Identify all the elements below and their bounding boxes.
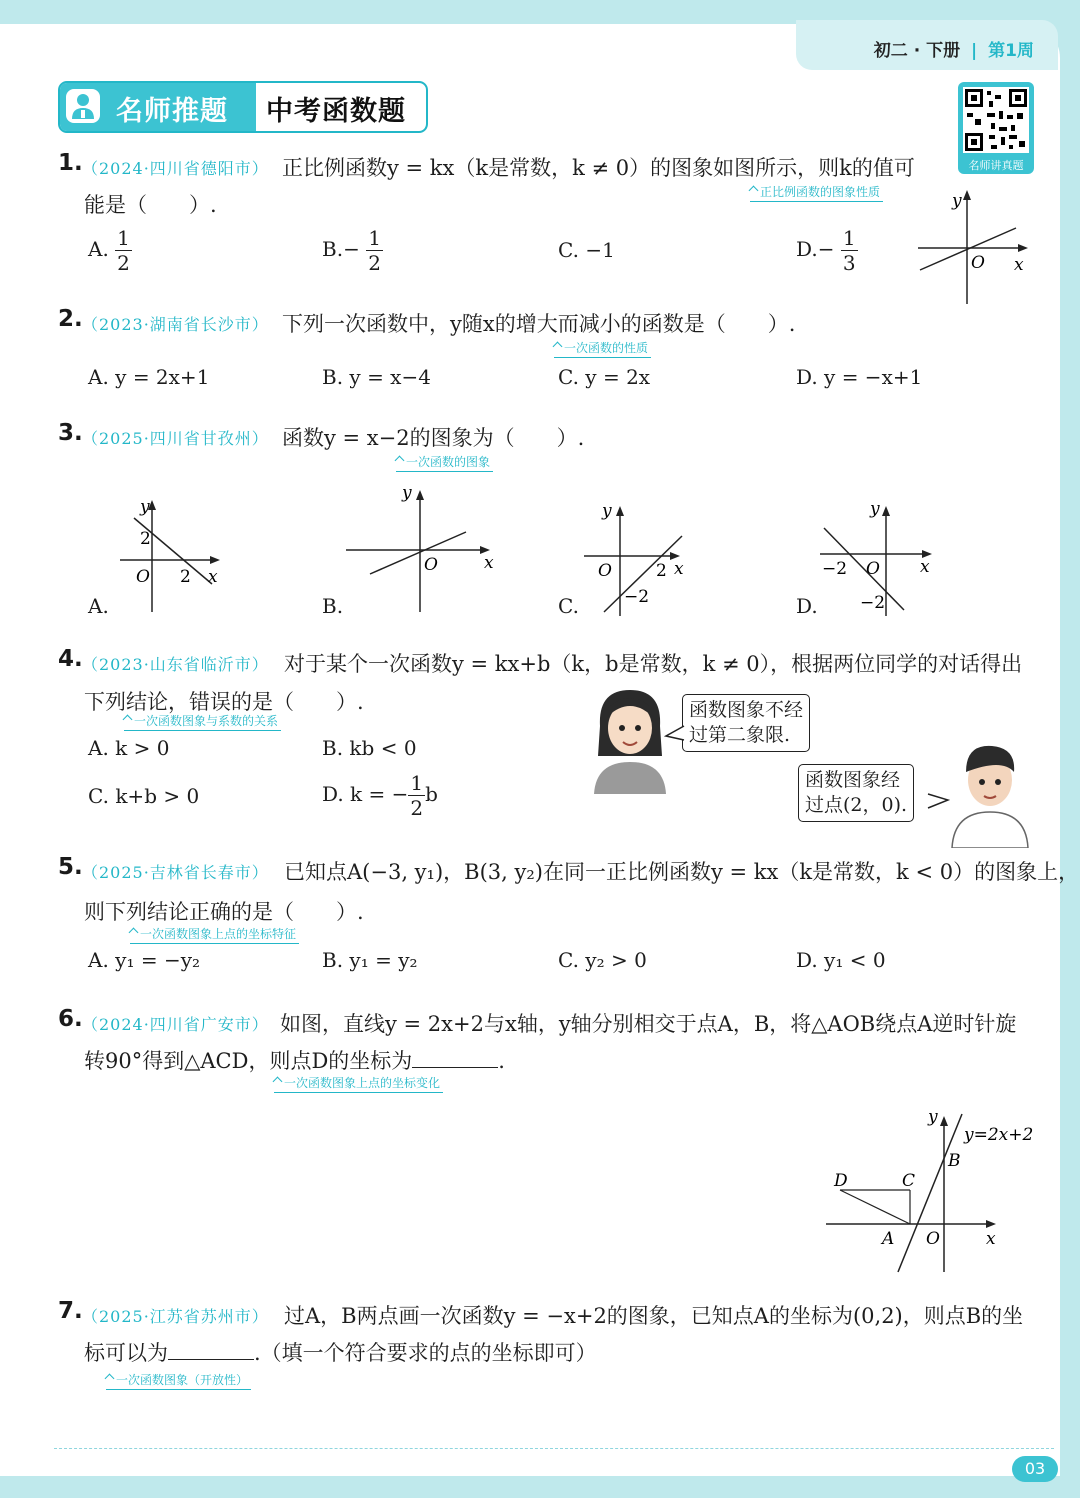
y-intercept-label: 2 — [140, 529, 151, 549]
boy-illustration — [946, 740, 1032, 848]
option-letter: A. — [88, 736, 109, 760]
y-intercept-label: −2 — [860, 593, 886, 613]
q3-option-b-letter[interactable]: B. — [322, 594, 344, 618]
q4-option-c[interactable] — [88, 784, 199, 808]
option-text: −1 — [585, 238, 615, 262]
q3-option-d-letter[interactable]: D. — [796, 594, 818, 618]
q4-stem-line2: 下列结论，错误的是（ ）. — [84, 690, 364, 714]
q5-knowledge-tag: 一次函数图象上点的坐标特征 — [130, 925, 299, 944]
fraction-denominator: 2 — [410, 796, 424, 820]
q3-graph-d[interactable] — [816, 496, 944, 618]
point-d-label: D — [834, 1171, 848, 1191]
fraction-denominator: 2 — [117, 251, 130, 275]
teacher-icon — [66, 89, 100, 123]
axis-x-label: x — [208, 567, 218, 587]
q3-knowledge-tag: 一次函数的图象 — [396, 453, 493, 472]
fraction-numerator: 1 — [842, 226, 856, 250]
x-intercept-label: 2 — [656, 561, 667, 581]
term: 下册 — [926, 41, 961, 61]
speech-bubble-girl — [682, 694, 810, 752]
origin-label: O — [424, 555, 438, 575]
option-text: k = − — [350, 782, 409, 806]
header-separator: | — [971, 41, 978, 61]
q1-stem-line1: 正比例函数y = kx（k是常数，k ≠ 0）的图象如图所示，则k的值可 — [282, 156, 915, 180]
option-letter: D. — [796, 237, 818, 261]
q5-option-a[interactable]: A. y₁ = −y₂ — [88, 948, 201, 972]
x-intercept-label: −2 — [822, 559, 848, 579]
origin-label: O — [926, 1229, 940, 1249]
option-letter: A. — [88, 237, 109, 261]
q4-option-b[interactable] — [322, 736, 417, 760]
q5-stem-line1: 已知点A(−3, y₁)，B(3, y₂)在同一正比例函数y = kx（k是常数，k < 0）的图象上， — [284, 860, 1080, 884]
answer-blank[interactable] — [412, 1049, 498, 1068]
q5-option-c[interactable]: C. y₂ > 0 — [558, 948, 647, 972]
axis-y-label: y — [928, 1107, 938, 1127]
q7-number: 7. — [58, 1298, 83, 1324]
page-number: 03 — [1012, 1456, 1058, 1482]
option-letter: D. — [322, 782, 344, 806]
dot: · — [913, 41, 921, 61]
q4-number: 4. — [58, 646, 83, 672]
point-b-label: B — [948, 1151, 961, 1171]
option-sign: − — [343, 237, 360, 261]
q3-graph-b[interactable] — [344, 480, 498, 614]
q1-number: 1. — [58, 150, 83, 176]
header-label — [874, 36, 1034, 61]
q1-source: （2024·四川省德阳市） — [82, 159, 269, 178]
q2-option-a[interactable]: A. y = 2x+1 — [88, 365, 210, 389]
q6-number: 6. — [58, 1006, 83, 1032]
line-equation-label: y=2x+2 — [964, 1125, 1034, 1145]
q3-source: （2025·四川省甘孜州） — [82, 429, 269, 448]
q1-option-b[interactable] — [322, 226, 383, 275]
q1-knowledge-tag: 正比例函数的图象性质 — [750, 183, 883, 202]
axis-y-label: y — [602, 501, 612, 521]
q7-stem-line2 — [84, 1337, 597, 1367]
axis-x-label: x — [674, 559, 684, 579]
origin-label: O — [136, 567, 150, 587]
q3-stem: 函数y = x−2的图象为（ ）. — [282, 426, 585, 450]
q1-option-c[interactable] — [558, 238, 615, 262]
answer-blank[interactable] — [168, 1341, 254, 1360]
q7-knowledge-tag: 一次函数图象（开放性） — [106, 1371, 251, 1390]
q4-stem-line1: 对于某个一次函数y = kx+b（k，b是常数，k ≠ 0），根据两位同学的对话得出 — [284, 652, 1023, 676]
q1-option-d[interactable] — [796, 226, 858, 275]
point-c-label: C — [902, 1171, 916, 1191]
banner-title-left: 名师推题 — [116, 96, 228, 127]
bubble-line: 过点(2，0). — [805, 794, 908, 816]
option-text: k > 0 — [115, 736, 170, 760]
bubble-line: 函数图象经 — [805, 769, 901, 791]
bubble-line: 过第二象限. — [689, 724, 791, 746]
stem-text-tail: .（填一个符合要求的点的坐标即可） — [254, 1341, 597, 1365]
q2-source: （2023·湖南省长沙市） — [82, 315, 269, 334]
q1-option-a[interactable] — [88, 226, 132, 275]
q1-graph — [912, 186, 1036, 310]
option-text: kb < 0 — [349, 736, 417, 760]
q2-stem: 下列一次函数中，y随x的增大而减小的函数是（ ）. — [282, 312, 796, 336]
q2-number: 2. — [58, 306, 83, 332]
q1-stem-line2: 能是（ ）. — [84, 193, 217, 217]
q3-option-c-letter[interactable]: C. — [558, 594, 579, 618]
q3-option-a-letter[interactable]: A. — [88, 594, 109, 618]
qr-caption: 名师讲真题 — [968, 159, 1024, 172]
axis-y-label: y — [870, 499, 880, 519]
q7-source: （2025·江苏省苏州市） — [82, 1307, 269, 1326]
q7-stem-line1: 过A，B两点画一次函数y = −x+2的图象，已知点A的坐标为(0,2)，则点B的坐 — [284, 1304, 1024, 1328]
q4-option-a[interactable] — [88, 736, 170, 760]
origin-label: O — [598, 561, 612, 581]
axis-x-label: x — [1014, 255, 1024, 275]
q6-graph — [820, 1104, 1040, 1278]
q3-graph-a[interactable] — [110, 492, 230, 616]
q4-knowledge-tag: 一次函数图象与系数的关系 — [124, 712, 281, 731]
stem-text-tail: . — [498, 1049, 505, 1073]
q6-stem-line1: 如图，直线y = 2x+2与x轴，y轴分别相交于点A，B，将△AOB绕点A逆时针旋 — [280, 1012, 1017, 1036]
q5-option-b[interactable]: B. y₁ = y₂ — [322, 948, 418, 972]
qr-pattern — [963, 87, 1029, 153]
q4-source: （2023·山东省临沂市） — [82, 655, 269, 674]
axis-y-label: y — [952, 191, 962, 211]
q5-number: 5. — [58, 854, 83, 880]
q6-stem-line2 — [84, 1045, 505, 1075]
q2-knowledge-tag: 一次函数的性质 — [554, 339, 651, 358]
section-banner — [58, 81, 428, 133]
q4-option-d[interactable] — [322, 771, 438, 820]
footer-divider — [54, 1448, 1054, 1449]
axis-x-label: x — [986, 1229, 996, 1249]
point-a-label: A — [882, 1229, 895, 1249]
option-sign: − — [817, 237, 835, 261]
option-letter: B. — [322, 237, 344, 261]
q3-graph-c[interactable] — [580, 496, 698, 618]
stem-text: 转90°得到△ACD，则点D的坐标为 — [84, 1049, 413, 1073]
option-letter: C. — [88, 784, 109, 808]
q2-option-d[interactable]: D. y = −x+1 — [796, 365, 923, 389]
axis-y-label: y — [140, 497, 150, 517]
fraction-denominator: 2 — [368, 251, 381, 275]
banner-title-right: 中考函数题 — [266, 96, 406, 127]
q3-number: 3. — [58, 420, 83, 446]
y-intercept-label: −2 — [624, 587, 650, 607]
q5-stem-line2: 则下列结论正确的是（ ）. — [84, 900, 364, 924]
option-letter: B. — [322, 736, 344, 760]
q5-option-d[interactable]: D. y₁ < 0 — [796, 948, 886, 972]
fraction-numerator: 1 — [117, 226, 130, 250]
fraction-numerator: 1 — [368, 226, 381, 250]
stem-text: 标可以为 — [84, 1341, 168, 1365]
q2-option-c[interactable]: C. y = 2x — [558, 365, 651, 389]
x-intercept-label: 2 — [180, 567, 191, 587]
qr-code[interactable] — [958, 82, 1034, 174]
q2-option-b[interactable]: B. y = x−4 — [322, 365, 431, 389]
option-text: k+b > 0 — [115, 784, 200, 808]
origin-label: O — [866, 559, 880, 579]
girl-illustration — [590, 686, 670, 794]
axis-y-label: y — [402, 483, 412, 503]
speech-bubble-boy — [798, 764, 914, 822]
origin-label: O — [971, 253, 985, 273]
axis-x-label: x — [920, 557, 930, 577]
fraction-denominator: 3 — [842, 251, 856, 275]
fraction-numerator: 1 — [410, 771, 424, 795]
week-label: 第1周 — [988, 41, 1034, 61]
option-text-tail: b — [425, 782, 438, 806]
axis-x-label: x — [484, 553, 494, 573]
q6-source: （2024·四川省广安市） — [82, 1015, 269, 1034]
grade: 初二 — [873, 41, 908, 61]
q5-source: （2025·吉林省长春市） — [82, 863, 269, 882]
bubble-line: 函数图象不经 — [689, 699, 804, 721]
q6-knowledge-tag: 一次函数图象上点的坐标变化 — [274, 1074, 443, 1093]
option-letter: C. — [558, 238, 579, 262]
bubble-tail-girl — [664, 724, 686, 744]
